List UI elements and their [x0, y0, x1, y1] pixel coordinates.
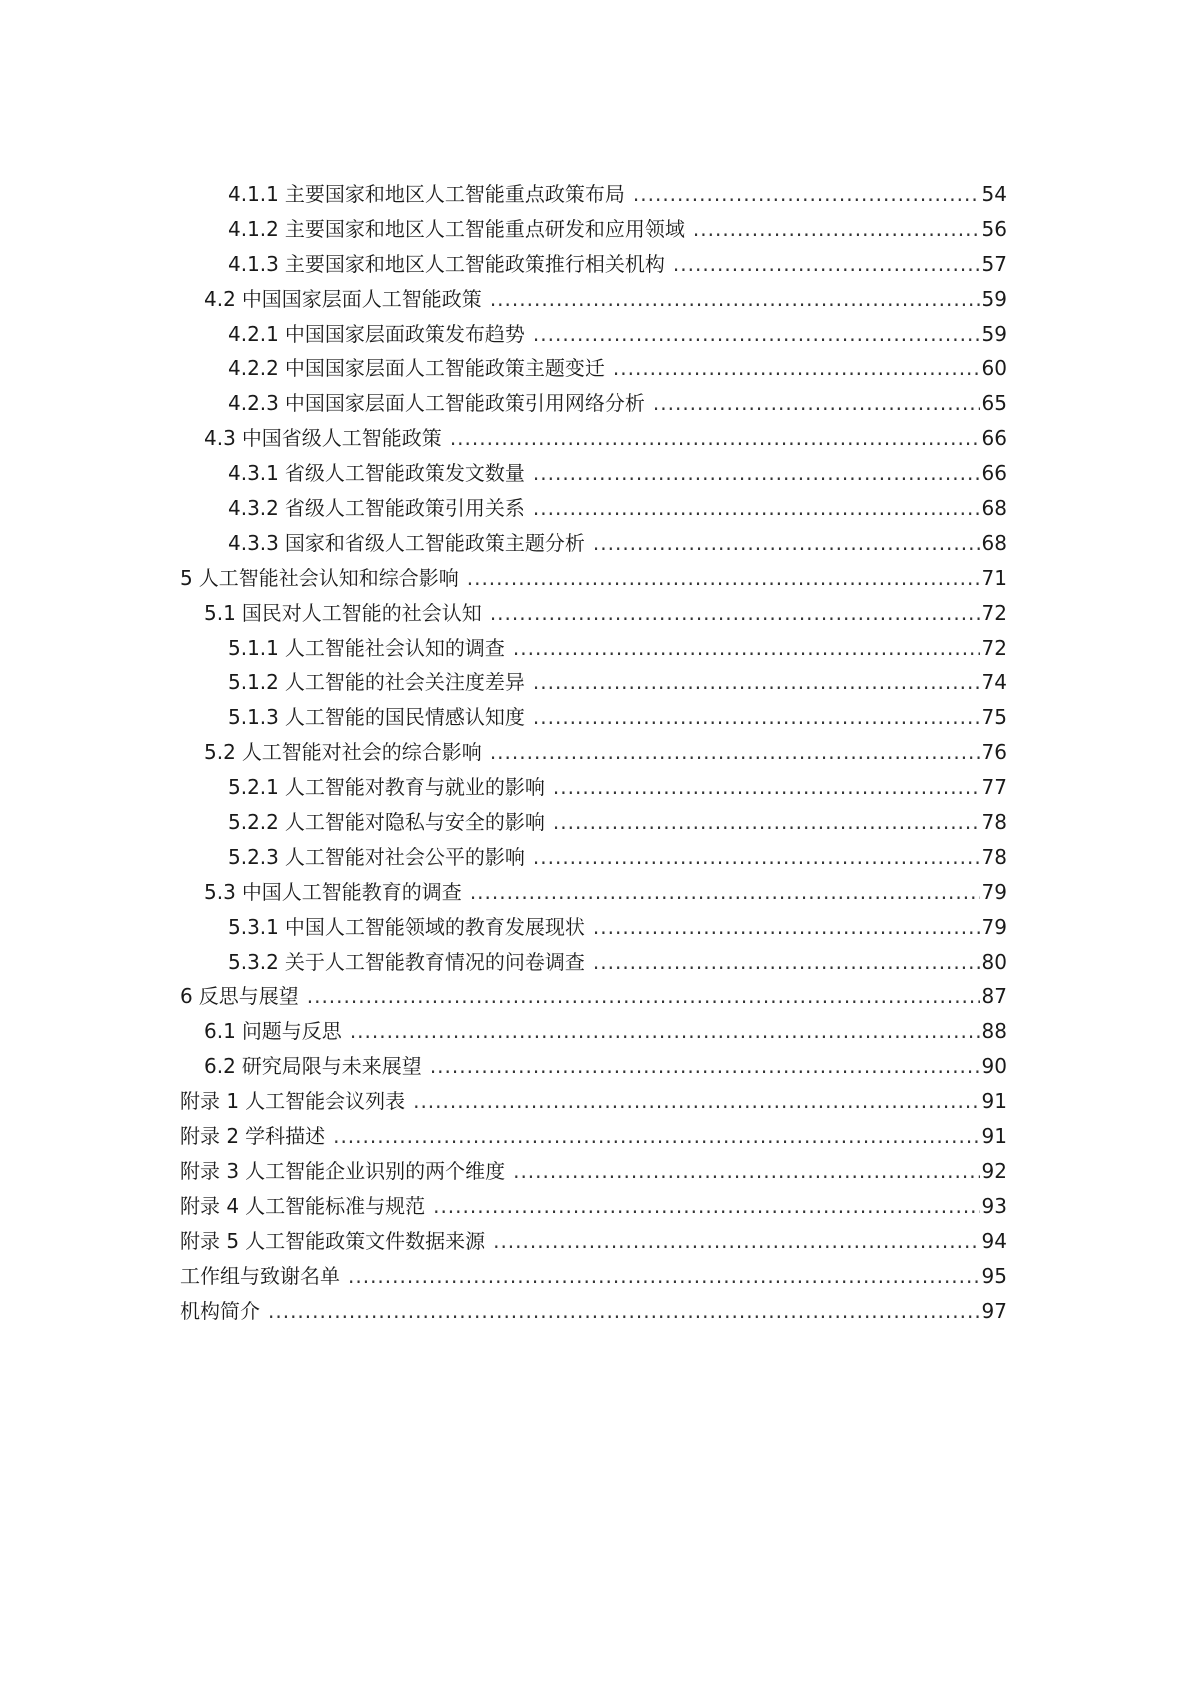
toc-dot-leader: [533, 491, 980, 526]
toc-dot-leader: [593, 526, 980, 561]
toc-entry-title: 主要国家和地区人工智能政策推行相关机构: [284, 251, 665, 276]
toc-entry-number: 6.2: [204, 1054, 236, 1079]
toc-entry[interactable]: [180, 1259, 1007, 1294]
toc-entry[interactable]: [180, 526, 1007, 561]
toc-entry-title: 关于人工智能教育情况的问卷调查: [284, 949, 585, 974]
toc-dot-leader: [593, 945, 980, 980]
toc-entry[interactable]: [180, 212, 1007, 247]
toc-dot-leader: [513, 631, 980, 666]
toc-entry-number: 4.3.1: [228, 461, 279, 486]
toc-page-number: 60: [981, 356, 1007, 381]
toc-dot-leader: [450, 421, 980, 456]
toc-entry-number: 5.3.2: [228, 949, 279, 974]
toc-page-number: 59: [981, 321, 1007, 346]
toc-entry-title: 人工智能社会认知的调查: [284, 635, 505, 660]
toc-entry-number: 5.3.1: [228, 914, 279, 939]
toc-entry-number: 5.1.3: [228, 705, 279, 730]
toc-entry[interactable]: [180, 631, 1007, 666]
toc-entry-title: 机构简介: [180, 1298, 260, 1323]
toc-dot-leader: [490, 735, 980, 770]
toc-page-number: 75: [981, 705, 1007, 730]
toc-entry-number: 附录 4: [180, 1193, 240, 1218]
toc-entry-number: 4.2.3: [228, 391, 279, 416]
toc-entry-number: 4.1.3: [228, 251, 279, 276]
toc-entry-title: 省级人工智能政策引用关系: [284, 496, 525, 521]
toc-page-number: 88: [981, 1019, 1007, 1044]
toc-dot-leader: [430, 1049, 980, 1084]
toc-entry[interactable]: [180, 1119, 1007, 1154]
toc-dot-leader: [673, 247, 980, 282]
toc-entry-title: 问题与反思: [241, 1019, 342, 1044]
toc-entry-title: 中国国家层面政策发布趋势: [284, 321, 525, 346]
toc-entry-number: 4.3.2: [228, 496, 279, 521]
toc-entry-number: 6: [180, 984, 193, 1009]
toc-page-number: 91: [981, 1124, 1007, 1149]
toc-dot-leader: [493, 1224, 979, 1259]
toc-entry-number: 4.2: [204, 286, 236, 311]
toc-entry-title: 人工智能标准与规范: [245, 1193, 426, 1218]
toc-entry-number: 5.1.2: [228, 670, 279, 695]
toc-entry-number: 5.2: [204, 740, 236, 765]
toc-entry-number: 附录 5: [180, 1228, 240, 1253]
toc-entry-number: 5: [180, 565, 193, 590]
toc-entry[interactable]: [180, 700, 1007, 735]
toc-page-number: 92: [981, 1158, 1007, 1183]
toc-entry-title: 中国人工智能教育的调查: [241, 879, 462, 904]
toc-entry-title: 人工智能会议列表: [245, 1089, 406, 1114]
toc-page-number: 91: [981, 1089, 1007, 1114]
toc-entry-number: 4.1.1: [228, 182, 279, 206]
toc-entry[interactable]: [180, 561, 1007, 596]
toc-entry[interactable]: [180, 1084, 1007, 1119]
toc-entry-title: 工作组与致谢名单: [180, 1263, 340, 1288]
toc-entry[interactable]: [180, 665, 1007, 700]
toc-page-number: 93: [981, 1193, 1007, 1218]
toc-dot-leader: [470, 875, 980, 910]
toc-entry-number: 附录 2: [180, 1124, 240, 1149]
toc-page-number: 57: [981, 251, 1007, 276]
toc-dot-leader: [413, 1084, 979, 1119]
toc-entry[interactable]: [180, 770, 1007, 805]
toc-page-number: 65: [981, 391, 1007, 416]
toc-page-number: 72: [981, 635, 1007, 660]
toc-entry[interactable]: [180, 596, 1007, 631]
toc-page-number: 95: [981, 1263, 1007, 1288]
toc-entry-title: 人工智能的社会关注度差异: [284, 670, 525, 695]
toc-entry-title: 人工智能社会认知和综合影响: [198, 565, 459, 590]
toc-entry[interactable]: [180, 875, 1007, 910]
toc-dot-leader: [490, 596, 980, 631]
toc-entry-title: 主要国家和地区人工智能重点研发和应用领域: [284, 216, 685, 241]
toc-page-number: 79: [981, 914, 1007, 939]
toc-page-number: 76: [981, 740, 1007, 765]
toc-entry[interactable]: [180, 1014, 1007, 1049]
toc-entry-title: 反思与展望: [198, 984, 299, 1009]
toc-page-number: 97: [981, 1298, 1007, 1323]
toc-entry-title: 人工智能的国民情感认知度: [284, 705, 525, 730]
toc-entry-number: 6.1: [204, 1019, 236, 1044]
toc-dot-leader: [693, 212, 980, 247]
toc-entry-title: 省级人工智能政策发文数量: [284, 461, 525, 486]
toc-page-number: 68: [981, 530, 1007, 555]
toc-dot-leader: [433, 1189, 979, 1224]
toc-dot-leader: [513, 1154, 979, 1189]
toc-entry[interactable]: [180, 910, 1007, 945]
toc-page-number: 77: [981, 775, 1007, 800]
toc-entry[interactable]: [180, 282, 1007, 317]
toc-entry-title: 人工智能企业识别的两个维度: [245, 1158, 506, 1183]
toc-page-number: 94: [981, 1228, 1007, 1253]
toc-entry-title: 中国省级人工智能政策: [241, 426, 442, 451]
toc-entry-title: 研究局限与未来展望: [241, 1054, 422, 1079]
toc-dot-leader: [348, 1259, 980, 1294]
toc-entry[interactable]: [180, 1154, 1007, 1189]
toc-entry-title: 人工智能对隐私与安全的影响: [284, 810, 545, 835]
toc-entry-number: 附录 3: [180, 1158, 240, 1183]
toc-entry-number: 5.3: [204, 879, 236, 904]
toc-dot-leader: [593, 910, 980, 945]
toc-entry-title: 中国人工智能领域的教育发展现状: [284, 914, 585, 939]
toc-entry[interactable]: [180, 840, 1007, 875]
toc-dot-leader: [553, 805, 980, 840]
toc-page-number: 54: [981, 182, 1007, 206]
toc-entry-title: 人工智能对社会公平的影响: [284, 844, 525, 869]
toc-page-number: 66: [981, 461, 1007, 486]
toc-entry-title: 主要国家和地区人工智能重点政策布局: [284, 182, 625, 206]
toc-dot-leader: [633, 177, 980, 212]
toc-page-number: 72: [981, 600, 1007, 625]
toc-entry[interactable]: [180, 945, 1007, 980]
toc-dot-leader: [533, 665, 980, 700]
toc-entry[interactable]: [180, 805, 1007, 840]
toc-dot-leader: [613, 351, 980, 386]
toc-page-number: 79: [981, 879, 1007, 904]
toc-entry[interactable]: [180, 177, 1007, 212]
toc-entry[interactable]: [180, 979, 1007, 1014]
toc-entry[interactable]: [180, 1049, 1007, 1084]
toc-entry-number: 5.1.1: [228, 635, 279, 660]
toc-dot-leader: [553, 770, 980, 805]
toc-entry[interactable]: [180, 421, 1007, 456]
toc-page-number: 80: [981, 949, 1007, 974]
toc-entry[interactable]: [180, 386, 1007, 421]
toc-page-number: 71: [981, 565, 1007, 590]
toc-entry-title: 人工智能政策文件数据来源: [245, 1228, 486, 1253]
toc-page-number: 68: [981, 496, 1007, 521]
toc-dot-leader: [533, 456, 980, 491]
toc-dot-leader: [350, 1014, 980, 1049]
table-of-contents: [180, 177, 1007, 1328]
toc-entry-number: 4.3: [204, 426, 236, 451]
toc-dot-leader: [490, 282, 980, 317]
toc-entry-title: 人工智能对社会的综合影响: [241, 740, 482, 765]
toc-entry[interactable]: [180, 247, 1007, 282]
toc-dot-leader: [533, 840, 980, 875]
toc-entry-title: 中国国家层面人工智能政策引用网络分析: [284, 391, 645, 416]
toc-page-number: 66: [981, 426, 1007, 451]
toc-entry[interactable]: [180, 735, 1007, 770]
toc-entry[interactable]: [180, 1294, 1007, 1329]
toc-entry-number: 4.2.2: [228, 356, 279, 381]
toc-page-number: 59: [981, 286, 1007, 311]
toc-entry-title: 国家和省级人工智能政策主题分析: [284, 530, 585, 555]
toc-page-number: 78: [981, 844, 1007, 869]
toc-entry-number: 5.2.2: [228, 810, 279, 835]
toc-entry-title: 人工智能对教育与就业的影响: [284, 775, 545, 800]
toc-page-number: 74: [981, 670, 1007, 695]
toc-entry[interactable]: [180, 1189, 1007, 1224]
toc-page-number: 56: [981, 216, 1007, 241]
toc-entry[interactable]: [180, 351, 1007, 386]
toc-page-number: 87: [981, 984, 1007, 1009]
toc-entry[interactable]: [180, 491, 1007, 526]
toc-entry-number: 5.1: [204, 600, 236, 625]
toc-entry-number: 4.2.1: [228, 321, 279, 346]
toc-dot-leader: [307, 979, 980, 1014]
toc-dot-leader: [333, 1119, 979, 1154]
toc-entry[interactable]: [180, 1224, 1007, 1259]
toc-entry-number: 5.2.3: [228, 844, 279, 869]
toc-dot-leader: [533, 317, 980, 352]
toc-entry-title: 中国国家层面人工智能政策: [241, 286, 482, 311]
toc-entry-number: 4.3.3: [228, 530, 279, 555]
toc-entry-number: 4.1.2: [228, 216, 279, 241]
toc-entry-number: 附录 1: [180, 1089, 240, 1114]
toc-dot-leader: [467, 561, 980, 596]
toc-entry[interactable]: [180, 456, 1007, 491]
toc-dot-leader: [533, 700, 980, 735]
toc-dot-leader: [653, 386, 980, 421]
toc-entry-title: 学科描述: [245, 1124, 326, 1149]
toc-page-number: 90: [981, 1054, 1007, 1079]
toc-entry-title: 中国国家层面人工智能政策主题变迁: [284, 356, 605, 381]
toc-dot-leader: [268, 1294, 980, 1329]
toc-entry-title: 国民对人工智能的社会认知: [241, 600, 482, 625]
toc-page-number: 78: [981, 810, 1007, 835]
toc-entry[interactable]: [180, 317, 1007, 352]
toc-entry-number: 5.2.1: [228, 775, 279, 800]
